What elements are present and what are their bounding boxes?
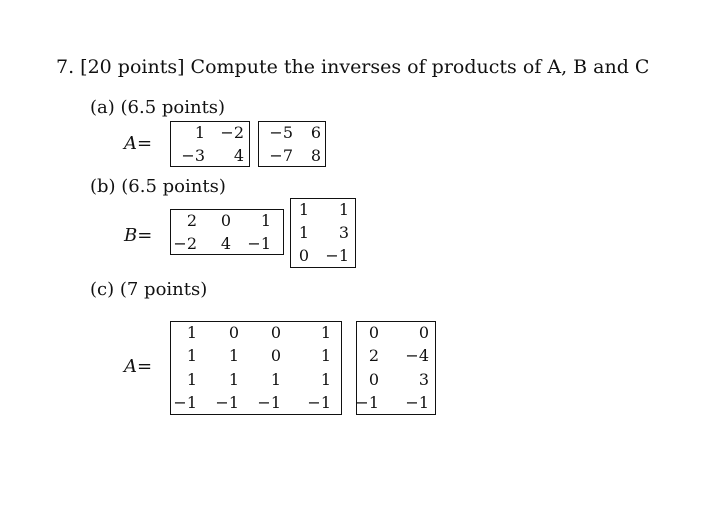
matrix-cell: 3 [418, 370, 429, 389]
part-a-equals-sign: = [137, 133, 153, 154]
matrix-cell: 1 [186, 346, 197, 365]
matrix-cell: 1 [320, 346, 331, 365]
part-b-variable: B [124, 225, 138, 246]
matrix-cell: 1 [260, 211, 271, 230]
matrix-cell: 6 [310, 123, 321, 142]
part-c-matrix-2 [356, 321, 436, 415]
matrix-cell: 1 [298, 223, 309, 242]
matrix-cell: 4 [233, 146, 244, 165]
matrix-cell: 2 [186, 211, 197, 230]
matrix-cell: −5 [269, 123, 293, 142]
matrix-cell: 0 [220, 211, 231, 230]
matrix-cell: 1 [320, 370, 331, 389]
matrix-cell: 1 [186, 323, 197, 342]
part-c-label: (c) (7 points) [90, 279, 208, 300]
matrix-cell: −2 [173, 234, 197, 253]
part-b-equals-sign: = [137, 225, 153, 246]
part-b-matrix-1 [170, 209, 284, 255]
matrix-cell: 4 [220, 234, 231, 253]
matrix-cell: −4 [405, 346, 429, 365]
part-b-label: (b) (6.5 points) [90, 176, 226, 197]
part-a-variable: A [124, 133, 137, 154]
matrix-cell: −3 [181, 146, 205, 165]
matrix-cell: 0 [368, 323, 379, 342]
question-title: 7. [20 points] Compute the inverses of products of A, B and C [56, 56, 650, 78]
part-a-equation-lhs [124, 133, 152, 154]
matrix-cell: 0 [418, 323, 429, 342]
matrix-cell: −1 [325, 246, 349, 265]
matrix-cell: 8 [310, 146, 321, 165]
matrix-cell: 1 [270, 370, 281, 389]
matrix-cell: 1 [194, 123, 205, 142]
part-c-equation-lhs [124, 356, 152, 377]
matrix-cell: 0 [270, 346, 281, 365]
matrix-cell: −1 [215, 393, 239, 412]
matrix-cell: 1 [320, 323, 331, 342]
part-c-variable: A [124, 356, 137, 377]
matrix-cell: 0 [298, 246, 309, 265]
matrix-cell: 0 [270, 323, 281, 342]
matrix-cell: 1 [338, 200, 349, 219]
matrix-cell: −1 [173, 393, 197, 412]
matrix-cell: 1 [186, 370, 197, 389]
part-a-matrix-1 [170, 121, 250, 167]
matrix-cell: −1 [257, 393, 281, 412]
matrix-cell: −7 [269, 146, 293, 165]
matrix-cell: 2 [368, 346, 379, 365]
matrix-cell: 1 [228, 346, 239, 365]
part-b-equation-lhs [124, 225, 152, 246]
matrix-cell: 1 [228, 370, 239, 389]
matrix-cell: −1 [355, 393, 379, 412]
matrix-cell: −2 [220, 123, 244, 142]
matrix-cell: 0 [228, 323, 239, 342]
matrix-cell: −1 [247, 234, 271, 253]
part-a-label: (a) (6.5 points) [90, 97, 226, 118]
part-a-matrix-2 [258, 121, 326, 167]
part-c-equals-sign: = [137, 356, 153, 377]
matrix-cell: 1 [298, 200, 309, 219]
part-c-matrix-1 [170, 321, 342, 415]
matrix-cell: −1 [307, 393, 331, 412]
matrix-cell: −1 [405, 393, 429, 412]
part-b-matrix-2 [290, 198, 356, 268]
matrix-cell: 3 [338, 223, 349, 242]
matrix-cell: 0 [368, 370, 379, 389]
